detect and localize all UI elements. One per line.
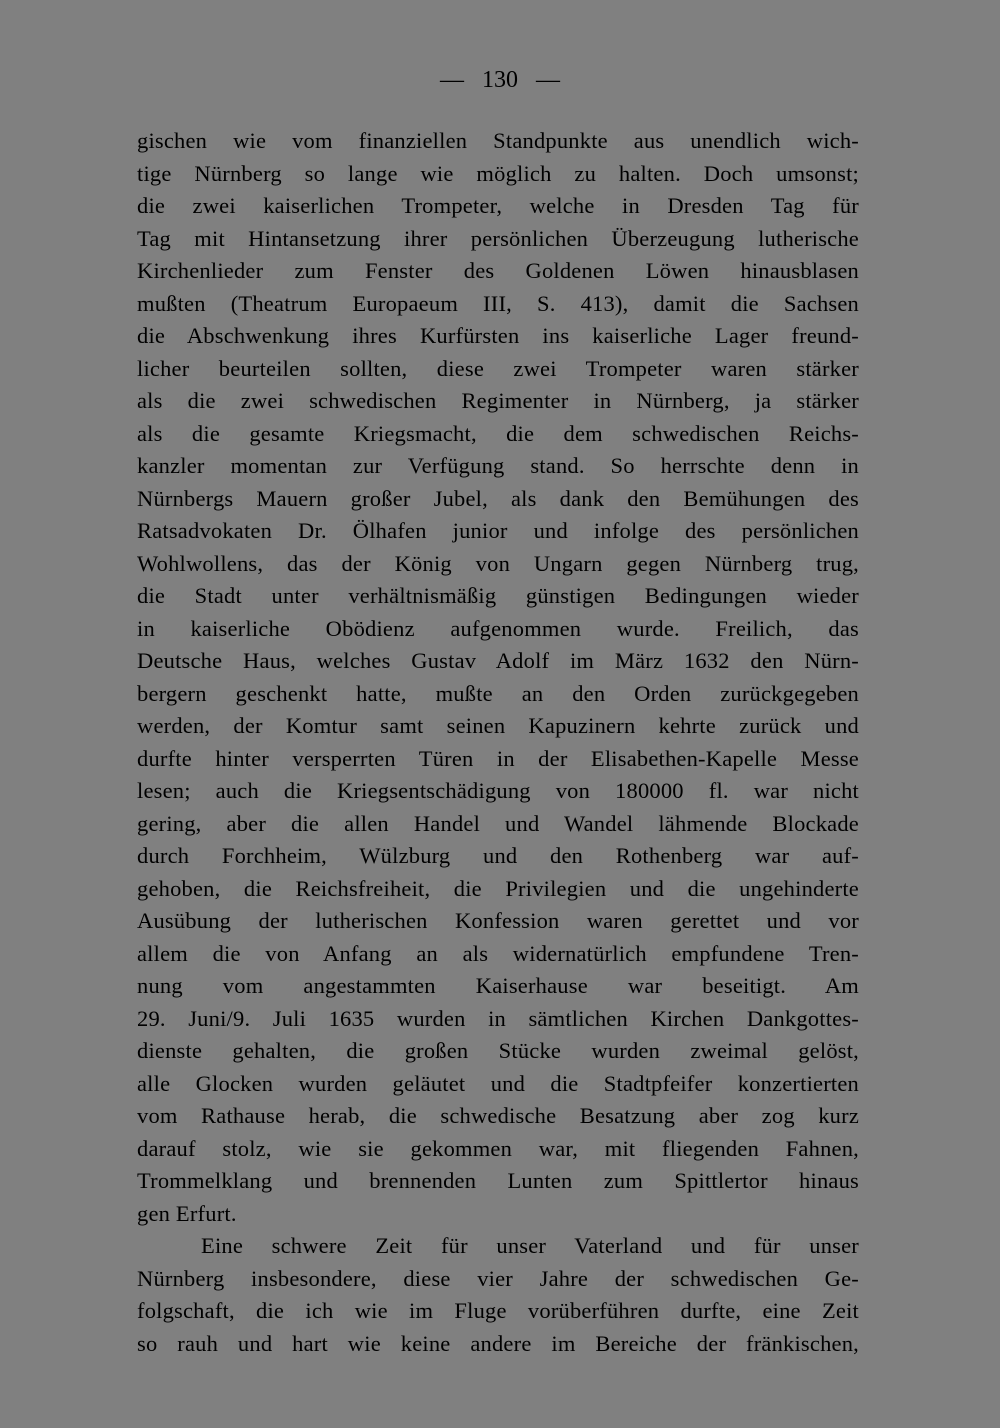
text-line: Wohlwollens, das der König von Ungarn gegen Nürnberg trug, <box>137 550 859 576</box>
text-line: gering, aber die allen Handel und Wandel lähmende Blockade <box>137 810 859 836</box>
paragraph-1 <box>137 125 859 1230</box>
text-line: folgschaft, die ich wie im Fluge vorüberführen durfte, eine Zeit <box>137 1298 859 1323</box>
text-line: allem die von Anfang an als widernatürlich empfundene Tren- <box>137 940 859 966</box>
text-line: so rauh und hart wie keine andere im Bereiche der fränkischen, <box>137 1330 859 1356</box>
text-line: Deutsche Haus, welches Gustav Adolf im März 1632 den Nürn- <box>137 648 859 673</box>
text-line: bergern geschenkt hatte, mußte an den Orden zurückgegeben <box>137 680 859 706</box>
text-line: Tag mit Hintansetzung ihrer persönlichen Überzeugung lutherische <box>137 225 859 251</box>
text-line: darauf stolz, wie sie gekommen war, mit fliegenden Fahnen, <box>137 1135 859 1161</box>
text-line: in kaiserliche Obödienz aufgenommen wurde. Freilich, das <box>137 615 859 641</box>
text-line: durch Forchheim, Wülzburg und den Rothenberg war auf- <box>137 843 859 868</box>
text-line: 29. Juni/9. Juli 1635 wurden in sämtlichen Kirchen Dankgottes- <box>137 1005 859 1031</box>
text-line: lesen; auch die Kriegsentschädigung von 180000 fl. war nicht <box>137 778 859 803</box>
text-line: gehoben, die Reichsfreiheit, die Privilegien und die ungehinderte <box>137 875 859 901</box>
text-line: als die gesamte Kriegsmacht, die dem schwedischen Reichs- <box>137 420 859 446</box>
text-line: durfte hinter versperrten Türen in der Elisabethen-Kapelle Messe <box>137 745 859 771</box>
text-line: mußten (Theatrum Europaeum III, S. 413), damit die Sachsen <box>137 290 859 316</box>
text-line: als die zwei schwedischen Regimenter in Nürnberg, ja stärker <box>137 388 859 413</box>
text-line: dienste gehalten, die großen Stücke wurden zweimal gelöst, <box>137 1038 859 1063</box>
text-line: Kirchenlieder zum Fenster des Goldenen Löwen hinausblasen <box>137 258 859 283</box>
text-line: die Abschwenkung ihres Kurfürsten ins kaiserliche Lager freund- <box>137 323 859 348</box>
text-line: Ratsadvokaten Dr. Ölhafen junior und infolge des persönlichen <box>137 518 859 543</box>
text-line: kanzler momentan zur Verfügung stand. So herrschte denn in <box>137 453 859 478</box>
text-line: vom Rathause herab, die schwedische Besatzung aber zog kurz <box>137 1103 859 1128</box>
text-line: gen Erfurt. <box>137 1200 237 1226</box>
page-number: — 130 — <box>440 67 560 93</box>
text-line: Trommelklang und brennenden Lunten zum Spittlertor hinaus <box>137 1168 859 1193</box>
text-line: die zwei kaiserlichen Trompeter, welche in Dresden Tag für <box>137 193 859 218</box>
paragraph-2 <box>137 1230 859 1360</box>
text-line: tige Nürnberg so lange wie möglich zu halten. Doch umsonst; <box>137 160 859 186</box>
text-line: Ausübung der lutherischen Konfession waren gerettet und vor <box>137 908 859 933</box>
text-line: Eine schwere Zeit für unser Vaterland und für unser <box>201 1233 859 1258</box>
text-line: Nürnbergs Mauern großer Jubel, als dank den Bemühungen des <box>137 485 859 511</box>
text-line: die Stadt unter verhältnismäßig günstigen Bedingungen wieder <box>137 583 859 608</box>
text-line: licher beurteilen sollten, diese zwei Trompeter waren stärker <box>137 355 859 381</box>
text-line: nung vom angestammten Kaiserhause war beseitigt. Am <box>137 973 859 998</box>
text-line: werden, der Komtur samt seinen Kapuzinern kehrte zurück und <box>137 713 859 738</box>
text-line: Nürnberg insbesondere, diese vier Jahre der schwedischen Ge- <box>137 1265 859 1291</box>
text-line: gischen wie vom finanziellen Standpunkte aus unendlich wich- <box>137 128 859 153</box>
text-line: alle Glocken wurden geläutet und die Stadtpfeifer konzertierten <box>137 1070 859 1096</box>
